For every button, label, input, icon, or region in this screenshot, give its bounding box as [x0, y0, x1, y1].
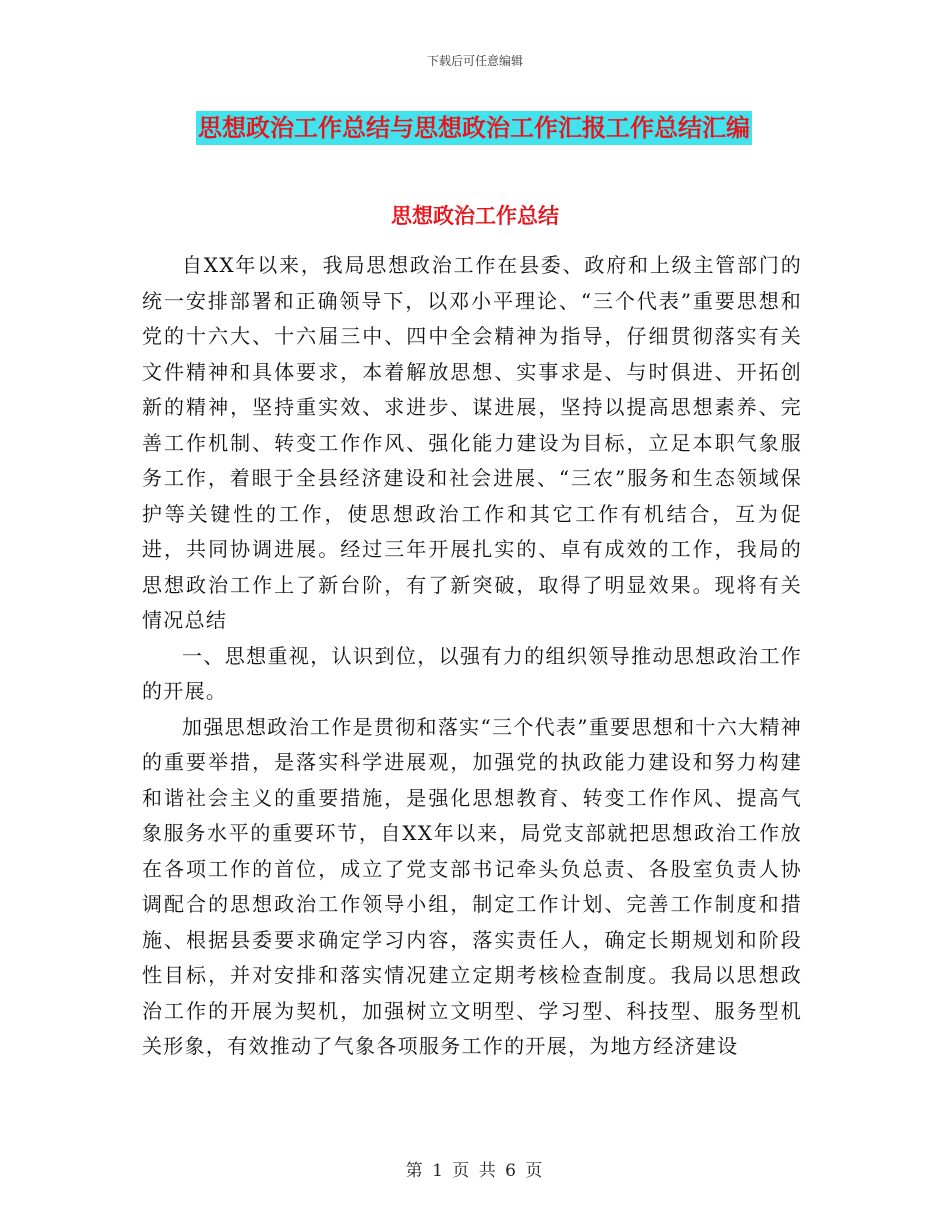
page-number-footer: 第 1 页 共 6 页 [405, 1161, 545, 1181]
paragraph-1: 自XX年以来，我局思想政治工作在县委、政府和上级主管部门的统一安排部署和正确领导下，以邓小平理论、“三个代表”重要思想和党的十六大、十六届三中、四中全会精神为指导，仔细贯彻落实有关文件精神和具体要求，本着解放思想、实事求是、与时俱进、开拓创新的精神，坚持重实效、求进步、谋进展，坚持以提高思想素养、完善工作机制、转变工作作风、强化能力建设为目标，立足本职气象服务工作，着眼于全县经济建设和社会进展、“三农”服务和生态领域保护等关键性的工作，使思想政治工作和其它工作有机结合，互为促进，共同协调进展。经过三年开展扎实的、卓有成效的工作，我局的思想政治工作上了新台阶，有了新突破，取得了明显效果。现将有关情况总结 [142, 253, 802, 632]
paragraph-2: 一、思想重视，认识到位，以强有力的组织领导推动思想政治工作的开展。 [142, 643, 802, 703]
section-title: 思想政治工作总结 [391, 204, 559, 228]
paragraph-3: 加强思想政治工作是贯彻和落实“三个代表”重要思想和十六大精神的重要举措，是落实科学进展观，加强党的执政能力建设和努力构建和谐社会主义的重要措施，是强化思想教育、转变工作作风、提高气象服务水平的重要环节，自XX年以来，局党支部就把思想政治工作放在各项工作的首位，成立了党支部书记牵头负总责、各股室负责人协调配合的思想政治工作领导小组，制定工作计划、完善工作制度和措施、根据县委要求确定学习内容，落实责任人，确定长期规划和阶段性目标，并对安排和落实情况建立定期考核检查制度。我局以思想政治工作的开展为契机，加强树立文明型、学习型、科技型、服务型机关形象，有效推动了气象各项服务工作的开展，为地方经济建设 [142, 714, 802, 1058]
document-title: 思想政治工作总结与思想政治工作汇报工作总结汇编 [196, 111, 752, 145]
document-body [142, 248, 802, 1065]
page-header-note: 下载后可任意编辑 [426, 54, 523, 68]
